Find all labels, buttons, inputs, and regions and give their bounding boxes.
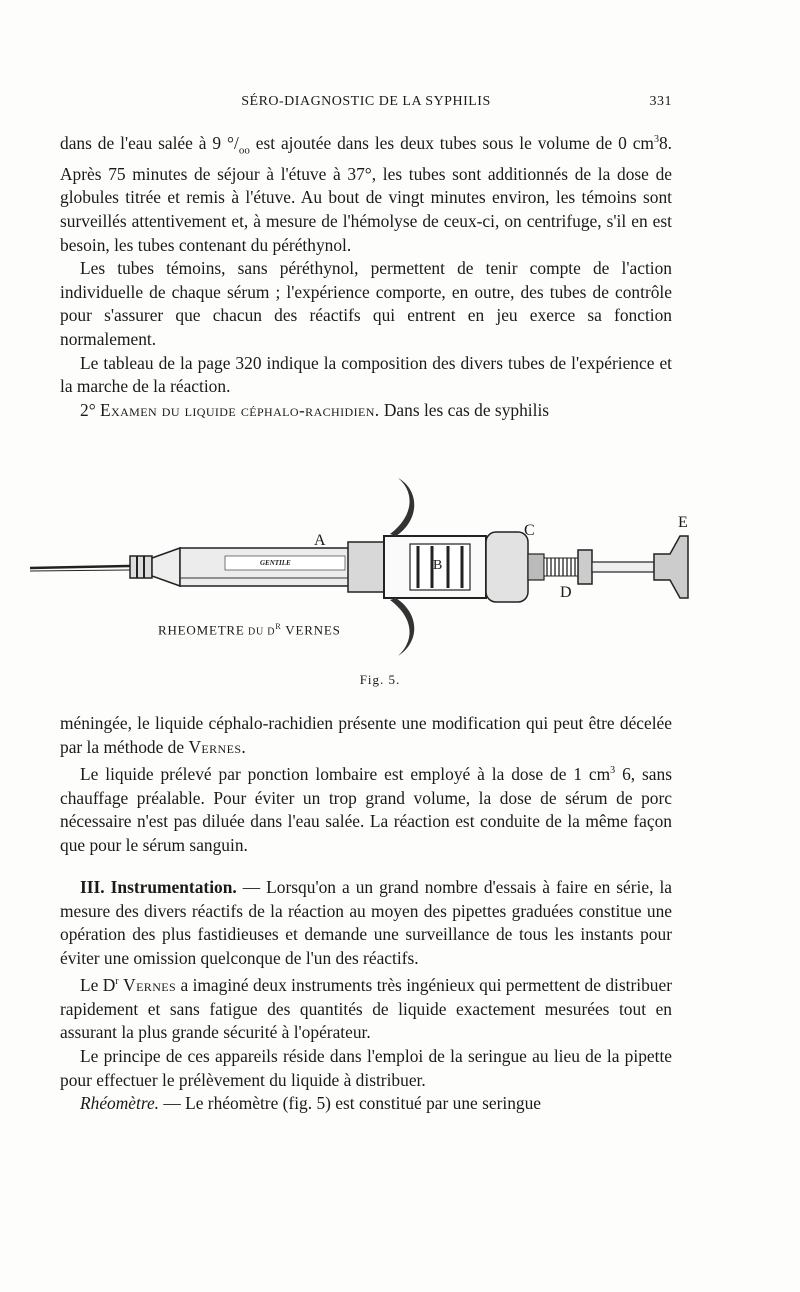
page-number: 331 [649, 94, 672, 109]
label-e: E [678, 514, 688, 531]
rheometer-caption: RHEOMETRE DU $D^R$ VERNES [158, 622, 341, 638]
label-b: B [433, 558, 443, 573]
text-block-middle [60, 712, 672, 857]
running-header [60, 94, 672, 114]
label-a: A [314, 532, 326, 549]
paragraph-6: Le liquide prélevé par ponction lombaire est employé à la dose de 1 $cm^3$ 6, sans chauffage préalable. Pour éviter un trop grand volume, la dose de sérum de porc nécessaire n'est pas diluée dans l'eau salée. La réaction est conduite de la même façon que pour le sérum sanguin. [60, 763, 672, 855]
barrel-maker-mark: GENTILE [260, 559, 291, 567]
figure-caption: Fig. 5. [359, 672, 401, 687]
section-title-csf: Examen du liquide céphalo-rachidien. [100, 399, 380, 420]
paragraph-3: Le tableau de la page 320 indique la composition des divers tubes de l'expérience et la marche de la réaction. [60, 352, 672, 397]
label-d: D [560, 584, 572, 601]
figure-5 [20, 470, 740, 695]
running-title: SÉRO-DIAGNOSTIC DE LA SYPHILIS [241, 94, 491, 109]
text-block-top [60, 128, 672, 422]
paragraph-4: 2° Examen du liquide céphalo-rachidien. Dans les cas de syphilis [80, 399, 550, 420]
paragraph-5: méningée, le liquide céphalo-rachidien présente une modification qui peut être décelée par la méthode de Vernes. [60, 713, 672, 757]
rheometer-illustration [20, 470, 740, 670]
text-block-bottom [60, 876, 672, 1116]
paragraph-1: dans de l'eau salée à 9 $^\circ/_{oo}$ est ajoutée dans les deux tubes sous le volume de 0 $cm^38$. Après 75 minutes de séjour à l'étuve à 37°, les tubes sont additionnés de la dose de globules titrée et remis à l'étuve. Au bout de vingt minutes environ, les témoins sont surveillés attentivement et, à mesure de l'hémolyse de ceux-ci, on centrifuge, s'il en est besoin, les tubes contenant du péréthynol. [60, 132, 672, 255]
section-title-instrumentation: III. Instrumentation. [80, 877, 237, 897]
paragraph-8: Le $D^r$ Vernes a imaginé deux instruments très ingénieux qui permettent de distribuer rapidement et sans fatigue des quantités de liquide exactement mesurées tout en assurant la plus grande sécurité à l'opérateur. [60, 975, 672, 1043]
paragraph-10: Rhéomètre. — Le rhéomètre (fig. 5) est constitué par une seringue [80, 1093, 542, 1114]
paragraph-2: Les tubes témoins, sans péréthynol, permettent de tenir compte de l'action individuelle de chaque sérum ; l'expérience comporte, en outre, des tubes de contrôle pour s'assurer que chacun des réactifs qui entrent en jeu exerce sa fonction normalement. [60, 258, 672, 350]
paragraph-7: III. Instrumentation. — Lorsqu'on a un grand nombre d'essais à faire en série, la mesure des divers réactifs de la réaction au moyen des pipettes graduées constitue une opération des plus fastidieuses et demande une surveillance de tous les instants pour éviter une omission quelconque de l'un des réactifs. [60, 877, 673, 968]
paragraph-9: Le principe de ces appareils réside dans l'emploi de la seringue au lieu de la pipette pour effectuer le prélèvement du liquide à distribuer. [60, 1045, 672, 1090]
label-c: C [524, 522, 535, 539]
